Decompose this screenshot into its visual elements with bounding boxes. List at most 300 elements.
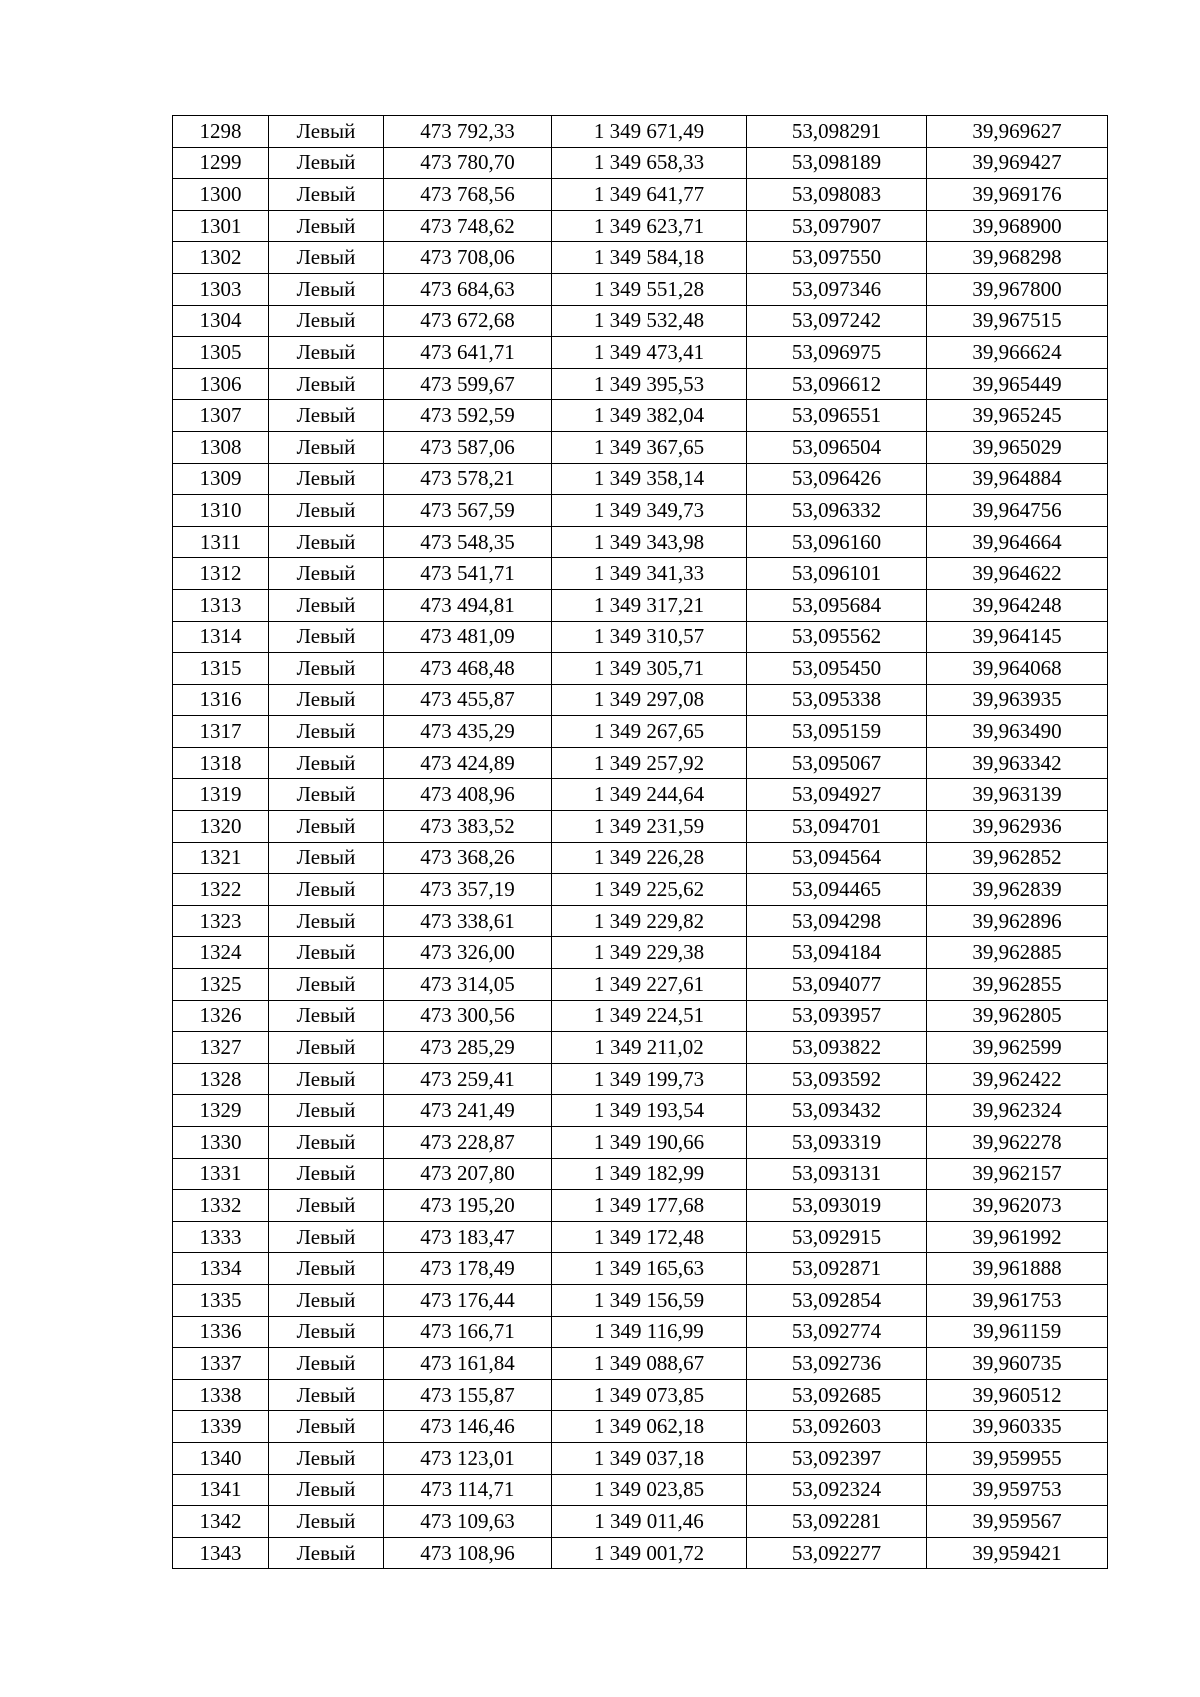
y-coordinate-cell: 1 349 244,64 bbox=[552, 779, 747, 811]
longitude-cell: 39,964622 bbox=[927, 558, 1108, 590]
table-row bbox=[173, 1474, 1108, 1506]
table-row bbox=[173, 811, 1108, 843]
table-row bbox=[173, 116, 1108, 148]
y-coordinate-cell: 1 349 116,99 bbox=[552, 1316, 747, 1348]
side-cell: Левый bbox=[269, 1221, 384, 1253]
x-coordinate-cell: 473 578,21 bbox=[384, 463, 552, 495]
y-coordinate-cell: 1 349 395,53 bbox=[552, 368, 747, 400]
y-coordinate-cell: 1 349 584,18 bbox=[552, 242, 747, 274]
longitude-cell: 39,963490 bbox=[927, 716, 1108, 748]
side-cell: Левый bbox=[269, 368, 384, 400]
longitude-cell: 39,962805 bbox=[927, 1000, 1108, 1032]
longitude-cell: 39,961992 bbox=[927, 1221, 1108, 1253]
longitude-cell: 39,962599 bbox=[927, 1032, 1108, 1064]
side-cell: Левый bbox=[269, 1348, 384, 1380]
point-number-cell: 1327 bbox=[173, 1032, 269, 1064]
y-coordinate-cell: 1 349 211,02 bbox=[552, 1032, 747, 1064]
longitude-cell: 39,962936 bbox=[927, 811, 1108, 843]
point-number-cell: 1308 bbox=[173, 431, 269, 463]
point-number-cell: 1329 bbox=[173, 1095, 269, 1127]
x-coordinate-cell: 473 241,49 bbox=[384, 1095, 552, 1127]
point-number-cell: 1343 bbox=[173, 1537, 269, 1569]
y-coordinate-cell: 1 349 225,62 bbox=[552, 874, 747, 906]
y-coordinate-cell: 1 349 317,21 bbox=[552, 589, 747, 621]
point-number-cell: 1315 bbox=[173, 653, 269, 685]
latitude-cell: 53,096975 bbox=[747, 337, 927, 369]
latitude-cell: 53,093019 bbox=[747, 1190, 927, 1222]
point-number-cell: 1325 bbox=[173, 969, 269, 1001]
y-coordinate-cell: 1 349 088,67 bbox=[552, 1348, 747, 1380]
latitude-cell: 53,095159 bbox=[747, 716, 927, 748]
table-row bbox=[173, 969, 1108, 1001]
side-cell: Левый bbox=[269, 1537, 384, 1569]
x-coordinate-cell: 473 259,41 bbox=[384, 1063, 552, 1095]
table-row bbox=[173, 1442, 1108, 1474]
latitude-cell: 53,097346 bbox=[747, 273, 927, 305]
point-number-cell: 1331 bbox=[173, 1158, 269, 1190]
y-coordinate-cell: 1 349 532,48 bbox=[552, 305, 747, 337]
side-cell: Левый bbox=[269, 526, 384, 558]
table-row bbox=[173, 747, 1108, 779]
x-coordinate-cell: 473 641,71 bbox=[384, 337, 552, 369]
table-row bbox=[173, 368, 1108, 400]
x-coordinate-cell: 473 435,29 bbox=[384, 716, 552, 748]
table-row bbox=[173, 558, 1108, 590]
y-coordinate-cell: 1 349 231,59 bbox=[552, 811, 747, 843]
longitude-cell: 39,967800 bbox=[927, 273, 1108, 305]
side-cell: Левый bbox=[269, 1284, 384, 1316]
y-coordinate-cell: 1 349 671,49 bbox=[552, 116, 747, 148]
side-cell: Левый bbox=[269, 937, 384, 969]
latitude-cell: 53,093432 bbox=[747, 1095, 927, 1127]
side-cell: Левый bbox=[269, 969, 384, 1001]
latitude-cell: 53,094564 bbox=[747, 842, 927, 874]
point-number-cell: 1303 bbox=[173, 273, 269, 305]
table-row bbox=[173, 1190, 1108, 1222]
x-coordinate-cell: 473 176,44 bbox=[384, 1284, 552, 1316]
y-coordinate-cell: 1 349 623,71 bbox=[552, 210, 747, 242]
latitude-cell: 53,097550 bbox=[747, 242, 927, 274]
point-number-cell: 1304 bbox=[173, 305, 269, 337]
point-number-cell: 1342 bbox=[173, 1506, 269, 1538]
table-row bbox=[173, 242, 1108, 274]
latitude-cell: 53,094465 bbox=[747, 874, 927, 906]
table-row bbox=[173, 842, 1108, 874]
point-number-cell: 1330 bbox=[173, 1127, 269, 1159]
point-number-cell: 1313 bbox=[173, 589, 269, 621]
latitude-cell: 53,094077 bbox=[747, 969, 927, 1001]
y-coordinate-cell: 1 349 229,82 bbox=[552, 905, 747, 937]
longitude-cell: 39,962855 bbox=[927, 969, 1108, 1001]
y-coordinate-cell: 1 349 658,33 bbox=[552, 147, 747, 179]
point-number-cell: 1312 bbox=[173, 558, 269, 590]
point-number-cell: 1310 bbox=[173, 495, 269, 527]
x-coordinate-cell: 473 357,19 bbox=[384, 874, 552, 906]
x-coordinate-cell: 473 155,87 bbox=[384, 1379, 552, 1411]
point-number-cell: 1298 bbox=[173, 116, 269, 148]
latitude-cell: 53,092603 bbox=[747, 1411, 927, 1443]
table-row bbox=[173, 905, 1108, 937]
x-coordinate-cell: 473 109,63 bbox=[384, 1506, 552, 1538]
longitude-cell: 39,961888 bbox=[927, 1253, 1108, 1285]
longitude-cell: 39,967515 bbox=[927, 305, 1108, 337]
point-number-cell: 1301 bbox=[173, 210, 269, 242]
table-row bbox=[173, 1221, 1108, 1253]
y-coordinate-cell: 1 349 165,63 bbox=[552, 1253, 747, 1285]
latitude-cell: 53,097242 bbox=[747, 305, 927, 337]
x-coordinate-cell: 473 708,06 bbox=[384, 242, 552, 274]
latitude-cell: 53,097907 bbox=[747, 210, 927, 242]
side-cell: Левый bbox=[269, 1253, 384, 1285]
longitude-cell: 39,969176 bbox=[927, 179, 1108, 211]
point-number-cell: 1320 bbox=[173, 811, 269, 843]
y-coordinate-cell: 1 349 023,85 bbox=[552, 1474, 747, 1506]
latitude-cell: 53,094927 bbox=[747, 779, 927, 811]
y-coordinate-cell: 1 349 001,72 bbox=[552, 1537, 747, 1569]
table-row bbox=[173, 1095, 1108, 1127]
x-coordinate-cell: 473 408,96 bbox=[384, 779, 552, 811]
x-coordinate-cell: 473 108,96 bbox=[384, 1537, 552, 1569]
latitude-cell: 53,096504 bbox=[747, 431, 927, 463]
point-number-cell: 1300 bbox=[173, 179, 269, 211]
table-row bbox=[173, 1032, 1108, 1064]
y-coordinate-cell: 1 349 182,99 bbox=[552, 1158, 747, 1190]
longitude-cell: 39,964068 bbox=[927, 653, 1108, 685]
longitude-cell: 39,959421 bbox=[927, 1537, 1108, 1569]
table-row bbox=[173, 1348, 1108, 1380]
longitude-cell: 39,965449 bbox=[927, 368, 1108, 400]
table-row bbox=[173, 716, 1108, 748]
side-cell: Левый bbox=[269, 779, 384, 811]
table-row bbox=[173, 400, 1108, 432]
side-cell: Левый bbox=[269, 147, 384, 179]
latitude-cell: 53,096101 bbox=[747, 558, 927, 590]
longitude-cell: 39,960512 bbox=[927, 1379, 1108, 1411]
y-coordinate-cell: 1 349 062,18 bbox=[552, 1411, 747, 1443]
y-coordinate-cell: 1 349 226,28 bbox=[552, 842, 747, 874]
coordinates-table-body bbox=[173, 116, 1108, 1569]
latitude-cell: 53,092397 bbox=[747, 1442, 927, 1474]
longitude-cell: 39,962896 bbox=[927, 905, 1108, 937]
longitude-cell: 39,959753 bbox=[927, 1474, 1108, 1506]
longitude-cell: 39,969427 bbox=[927, 147, 1108, 179]
side-cell: Левый bbox=[269, 1158, 384, 1190]
point-number-cell: 1306 bbox=[173, 368, 269, 400]
y-coordinate-cell: 1 349 358,14 bbox=[552, 463, 747, 495]
side-cell: Левый bbox=[269, 1474, 384, 1506]
latitude-cell: 53,094701 bbox=[747, 811, 927, 843]
table-row bbox=[173, 937, 1108, 969]
side-cell: Левый bbox=[269, 874, 384, 906]
side-cell: Левый bbox=[269, 242, 384, 274]
side-cell: Левый bbox=[269, 1000, 384, 1032]
table-row bbox=[173, 1411, 1108, 1443]
longitude-cell: 39,964756 bbox=[927, 495, 1108, 527]
x-coordinate-cell: 473 548,35 bbox=[384, 526, 552, 558]
table-row bbox=[173, 337, 1108, 369]
x-coordinate-cell: 473 768,56 bbox=[384, 179, 552, 211]
latitude-cell: 53,098083 bbox=[747, 179, 927, 211]
point-number-cell: 1324 bbox=[173, 937, 269, 969]
side-cell: Левый bbox=[269, 495, 384, 527]
table-row bbox=[173, 463, 1108, 495]
point-number-cell: 1299 bbox=[173, 147, 269, 179]
point-number-cell: 1314 bbox=[173, 621, 269, 653]
side-cell: Левый bbox=[269, 337, 384, 369]
longitude-cell: 39,962885 bbox=[927, 937, 1108, 969]
y-coordinate-cell: 1 349 229,38 bbox=[552, 937, 747, 969]
latitude-cell: 53,093957 bbox=[747, 1000, 927, 1032]
table-row bbox=[173, 179, 1108, 211]
side-cell: Левый bbox=[269, 116, 384, 148]
longitude-cell: 39,968298 bbox=[927, 242, 1108, 274]
side-cell: Левый bbox=[269, 431, 384, 463]
side-cell: Левый bbox=[269, 653, 384, 685]
y-coordinate-cell: 1 349 473,41 bbox=[552, 337, 747, 369]
point-number-cell: 1307 bbox=[173, 400, 269, 432]
latitude-cell: 53,092277 bbox=[747, 1537, 927, 1569]
side-cell: Левый bbox=[269, 400, 384, 432]
point-number-cell: 1318 bbox=[173, 747, 269, 779]
side-cell: Левый bbox=[269, 716, 384, 748]
y-coordinate-cell: 1 349 310,57 bbox=[552, 621, 747, 653]
y-coordinate-cell: 1 349 193,54 bbox=[552, 1095, 747, 1127]
longitude-cell: 39,962073 bbox=[927, 1190, 1108, 1222]
point-number-cell: 1317 bbox=[173, 716, 269, 748]
side-cell: Левый bbox=[269, 179, 384, 211]
latitude-cell: 53,093822 bbox=[747, 1032, 927, 1064]
latitude-cell: 53,092871 bbox=[747, 1253, 927, 1285]
latitude-cell: 53,098291 bbox=[747, 116, 927, 148]
x-coordinate-cell: 473 468,48 bbox=[384, 653, 552, 685]
longitude-cell: 39,968900 bbox=[927, 210, 1108, 242]
x-coordinate-cell: 473 178,49 bbox=[384, 1253, 552, 1285]
x-coordinate-cell: 473 195,20 bbox=[384, 1190, 552, 1222]
x-coordinate-cell: 473 161,84 bbox=[384, 1348, 552, 1380]
longitude-cell: 39,964248 bbox=[927, 589, 1108, 621]
latitude-cell: 53,095684 bbox=[747, 589, 927, 621]
point-number-cell: 1326 bbox=[173, 1000, 269, 1032]
side-cell: Левый bbox=[269, 1032, 384, 1064]
point-number-cell: 1339 bbox=[173, 1411, 269, 1443]
longitude-cell: 39,961159 bbox=[927, 1316, 1108, 1348]
y-coordinate-cell: 1 349 341,33 bbox=[552, 558, 747, 590]
longitude-cell: 39,964884 bbox=[927, 463, 1108, 495]
x-coordinate-cell: 473 123,01 bbox=[384, 1442, 552, 1474]
x-coordinate-cell: 473 368,26 bbox=[384, 842, 552, 874]
latitude-cell: 53,092281 bbox=[747, 1506, 927, 1538]
y-coordinate-cell: 1 349 073,85 bbox=[552, 1379, 747, 1411]
point-number-cell: 1334 bbox=[173, 1253, 269, 1285]
x-coordinate-cell: 473 792,33 bbox=[384, 116, 552, 148]
longitude-cell: 39,960335 bbox=[927, 1411, 1108, 1443]
x-coordinate-cell: 473 146,46 bbox=[384, 1411, 552, 1443]
y-coordinate-cell: 1 349 267,65 bbox=[552, 716, 747, 748]
longitude-cell: 39,962157 bbox=[927, 1158, 1108, 1190]
point-number-cell: 1302 bbox=[173, 242, 269, 274]
table-row bbox=[173, 1000, 1108, 1032]
latitude-cell: 53,093319 bbox=[747, 1127, 927, 1159]
longitude-cell: 39,959567 bbox=[927, 1506, 1108, 1538]
point-number-cell: 1305 bbox=[173, 337, 269, 369]
point-number-cell: 1309 bbox=[173, 463, 269, 495]
x-coordinate-cell: 473 455,87 bbox=[384, 684, 552, 716]
longitude-cell: 39,969627 bbox=[927, 116, 1108, 148]
table-row bbox=[173, 1158, 1108, 1190]
table-row bbox=[173, 431, 1108, 463]
y-coordinate-cell: 1 349 190,66 bbox=[552, 1127, 747, 1159]
y-coordinate-cell: 1 349 257,92 bbox=[552, 747, 747, 779]
table-row bbox=[173, 210, 1108, 242]
table-row bbox=[173, 1379, 1108, 1411]
x-coordinate-cell: 473 383,52 bbox=[384, 811, 552, 843]
table-row bbox=[173, 1253, 1108, 1285]
side-cell: Левый bbox=[269, 273, 384, 305]
latitude-cell: 53,095562 bbox=[747, 621, 927, 653]
y-coordinate-cell: 1 349 367,65 bbox=[552, 431, 747, 463]
side-cell: Левый bbox=[269, 305, 384, 337]
table-row bbox=[173, 1316, 1108, 1348]
y-coordinate-cell: 1 349 297,08 bbox=[552, 684, 747, 716]
x-coordinate-cell: 473 672,68 bbox=[384, 305, 552, 337]
side-cell: Левый bbox=[269, 684, 384, 716]
y-coordinate-cell: 1 349 199,73 bbox=[552, 1063, 747, 1095]
x-coordinate-cell: 473 183,47 bbox=[384, 1221, 552, 1253]
y-coordinate-cell: 1 349 224,51 bbox=[552, 1000, 747, 1032]
x-coordinate-cell: 473 338,61 bbox=[384, 905, 552, 937]
x-coordinate-cell: 473 599,67 bbox=[384, 368, 552, 400]
point-number-cell: 1311 bbox=[173, 526, 269, 558]
x-coordinate-cell: 473 541,71 bbox=[384, 558, 552, 590]
longitude-cell: 39,966624 bbox=[927, 337, 1108, 369]
side-cell: Левый bbox=[269, 1190, 384, 1222]
table-row bbox=[173, 273, 1108, 305]
side-cell: Левый bbox=[269, 463, 384, 495]
table-row bbox=[173, 1506, 1108, 1538]
y-coordinate-cell: 1 349 227,61 bbox=[552, 969, 747, 1001]
side-cell: Левый bbox=[269, 842, 384, 874]
table-row bbox=[173, 147, 1108, 179]
longitude-cell: 39,965029 bbox=[927, 431, 1108, 463]
y-coordinate-cell: 1 349 172,48 bbox=[552, 1221, 747, 1253]
latitude-cell: 53,092915 bbox=[747, 1221, 927, 1253]
table-row bbox=[173, 621, 1108, 653]
side-cell: Левый bbox=[269, 747, 384, 779]
table-row bbox=[173, 495, 1108, 527]
table-row bbox=[173, 1063, 1108, 1095]
longitude-cell: 39,960735 bbox=[927, 1348, 1108, 1380]
side-cell: Левый bbox=[269, 558, 384, 590]
point-number-cell: 1340 bbox=[173, 1442, 269, 1474]
side-cell: Левый bbox=[269, 1379, 384, 1411]
side-cell: Левый bbox=[269, 589, 384, 621]
x-coordinate-cell: 473 326,00 bbox=[384, 937, 552, 969]
longitude-cell: 39,962839 bbox=[927, 874, 1108, 906]
side-cell: Левый bbox=[269, 1411, 384, 1443]
table-row bbox=[173, 1284, 1108, 1316]
longitude-cell: 39,964145 bbox=[927, 621, 1108, 653]
latitude-cell: 53,093592 bbox=[747, 1063, 927, 1095]
table-row bbox=[173, 684, 1108, 716]
x-coordinate-cell: 473 494,81 bbox=[384, 589, 552, 621]
side-cell: Левый bbox=[269, 1316, 384, 1348]
side-cell: Левый bbox=[269, 811, 384, 843]
longitude-cell: 39,962852 bbox=[927, 842, 1108, 874]
x-coordinate-cell: 473 300,56 bbox=[384, 1000, 552, 1032]
latitude-cell: 53,092774 bbox=[747, 1316, 927, 1348]
y-coordinate-cell: 1 349 156,59 bbox=[552, 1284, 747, 1316]
table-row bbox=[173, 653, 1108, 685]
latitude-cell: 53,096612 bbox=[747, 368, 927, 400]
point-number-cell: 1341 bbox=[173, 1474, 269, 1506]
latitude-cell: 53,096160 bbox=[747, 526, 927, 558]
x-coordinate-cell: 473 780,70 bbox=[384, 147, 552, 179]
point-number-cell: 1338 bbox=[173, 1379, 269, 1411]
side-cell: Левый bbox=[269, 1127, 384, 1159]
y-coordinate-cell: 1 349 343,98 bbox=[552, 526, 747, 558]
longitude-cell: 39,963139 bbox=[927, 779, 1108, 811]
latitude-cell: 53,094184 bbox=[747, 937, 927, 969]
latitude-cell: 53,095338 bbox=[747, 684, 927, 716]
latitude-cell: 53,092685 bbox=[747, 1379, 927, 1411]
table-row bbox=[173, 1127, 1108, 1159]
side-cell: Левый bbox=[269, 621, 384, 653]
table-row bbox=[173, 1537, 1108, 1569]
latitude-cell: 53,093131 bbox=[747, 1158, 927, 1190]
latitude-cell: 53,092854 bbox=[747, 1284, 927, 1316]
y-coordinate-cell: 1 349 382,04 bbox=[552, 400, 747, 432]
x-coordinate-cell: 473 314,05 bbox=[384, 969, 552, 1001]
y-coordinate-cell: 1 349 349,73 bbox=[552, 495, 747, 527]
coordinates-table bbox=[172, 115, 1108, 1569]
latitude-cell: 53,095450 bbox=[747, 653, 927, 685]
x-coordinate-cell: 473 114,71 bbox=[384, 1474, 552, 1506]
longitude-cell: 39,963342 bbox=[927, 747, 1108, 779]
point-number-cell: 1328 bbox=[173, 1063, 269, 1095]
longitude-cell: 39,959955 bbox=[927, 1442, 1108, 1474]
table-row bbox=[173, 589, 1108, 621]
x-coordinate-cell: 473 587,06 bbox=[384, 431, 552, 463]
side-cell: Левый bbox=[269, 210, 384, 242]
y-coordinate-cell: 1 349 305,71 bbox=[552, 653, 747, 685]
longitude-cell: 39,962422 bbox=[927, 1063, 1108, 1095]
y-coordinate-cell: 1 349 177,68 bbox=[552, 1190, 747, 1222]
y-coordinate-cell: 1 349 011,46 bbox=[552, 1506, 747, 1538]
point-number-cell: 1323 bbox=[173, 905, 269, 937]
table-row bbox=[173, 305, 1108, 337]
latitude-cell: 53,098189 bbox=[747, 147, 927, 179]
x-coordinate-cell: 473 228,87 bbox=[384, 1127, 552, 1159]
x-coordinate-cell: 473 592,59 bbox=[384, 400, 552, 432]
longitude-cell: 39,962278 bbox=[927, 1127, 1108, 1159]
y-coordinate-cell: 1 349 551,28 bbox=[552, 273, 747, 305]
x-coordinate-cell: 473 748,62 bbox=[384, 210, 552, 242]
longitude-cell: 39,961753 bbox=[927, 1284, 1108, 1316]
latitude-cell: 53,096332 bbox=[747, 495, 927, 527]
x-coordinate-cell: 473 684,63 bbox=[384, 273, 552, 305]
x-coordinate-cell: 473 207,80 bbox=[384, 1158, 552, 1190]
y-coordinate-cell: 1 349 037,18 bbox=[552, 1442, 747, 1474]
latitude-cell: 53,092324 bbox=[747, 1474, 927, 1506]
latitude-cell: 53,096426 bbox=[747, 463, 927, 495]
x-coordinate-cell: 473 166,71 bbox=[384, 1316, 552, 1348]
point-number-cell: 1332 bbox=[173, 1190, 269, 1222]
latitude-cell: 53,094298 bbox=[747, 905, 927, 937]
point-number-cell: 1316 bbox=[173, 684, 269, 716]
point-number-cell: 1337 bbox=[173, 1348, 269, 1380]
table-row bbox=[173, 874, 1108, 906]
side-cell: Левый bbox=[269, 1442, 384, 1474]
